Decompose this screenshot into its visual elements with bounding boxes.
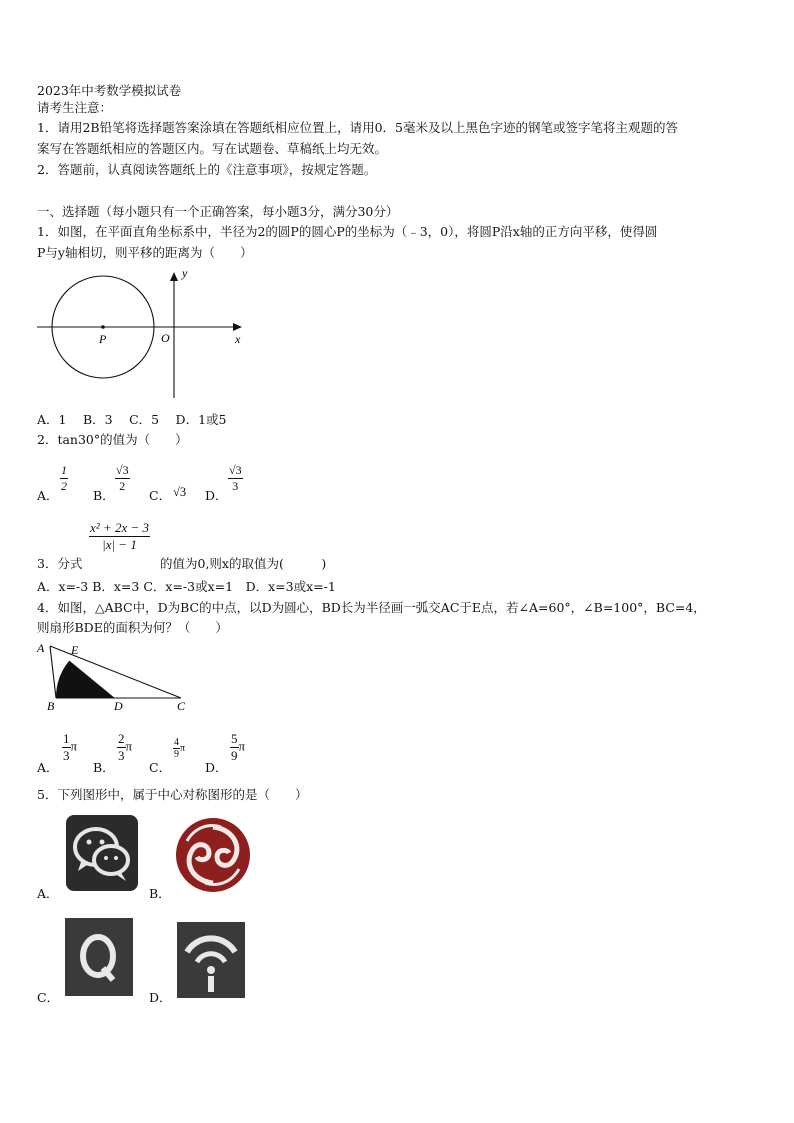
center-point	[101, 325, 105, 329]
q1-figure	[35, 265, 255, 405]
q2-frac-b: $\frac{√3}{2}$	[116, 463, 129, 493]
q4-frac-d: $\frac{5}{9}$ π	[231, 731, 246, 763]
q2-frac-a: $\frac{1}{2}$	[61, 463, 67, 493]
label-c: C	[177, 699, 186, 713]
label-p: P	[99, 332, 107, 346]
q2-text: 2．tan30°的值为（ ）	[37, 432, 188, 447]
wifi-logo-icon	[177, 922, 245, 998]
q2-option-d: D．	[205, 488, 228, 503]
q4-frac-a: $\frac{1}{3}$ π	[63, 731, 78, 763]
q4-frac-c: $\frac{4}{9}$ π	[174, 737, 186, 760]
exam-title: 2023年中考数学模拟试卷	[37, 83, 182, 98]
q3-fraction: $\frac{\text{x² + 2x − 3}}{|x| - 1}$	[90, 520, 149, 552]
q4-text-a: 4．如图，△ABC中，D为BC的中点，以D为圆心，BD长为半径画一弧交AC于E点，若∠A=60°，∠B=100°，BC=4，	[37, 600, 706, 615]
label-e: E	[71, 643, 79, 657]
q5-option-b: B．	[149, 886, 171, 901]
q4-figure	[35, 640, 205, 715]
q1-options: A．1 B．3 C．5 D．1或5	[37, 412, 227, 427]
q1-text-a: 1．如图，在平面直角坐标系中，半径为2的圆P的圆心P的坐标为（﹣3，0），将圆P沿x轴的正方向平移，使得圆	[37, 224, 658, 239]
section-heading: 一、选择题（每小题只有一个正确答案，每小题3分，满分30分）	[37, 204, 399, 219]
label-b: B	[47, 699, 55, 713]
q2-frac-d: $\frac{√3}{3}$	[229, 463, 242, 493]
q4-text-b: 则扇形BDE的面积为何？（ ）	[37, 620, 228, 635]
sector-bde	[56, 661, 114, 698]
notice-1b: 案写在答题纸相应的答题区内。写在试题卷、草稿纸上均无效。	[37, 141, 388, 156]
q5-option-c: C．	[37, 990, 60, 1005]
q4-option-a: A．	[37, 760, 59, 775]
label-y: y	[182, 266, 188, 280]
q3-prefix: 3．分式	[37, 556, 83, 571]
x-axis-arrow	[233, 323, 242, 331]
q2-option-c: C．	[149, 488, 172, 503]
spiral-logo-icon	[173, 815, 253, 895]
notice-1a: 1．请用2B铅笔将选择题答案涂填在答题纸相应位置上，请用0．5毫米及以上黑色字迹的钢笔或签字笔将主观题的答	[37, 120, 678, 135]
q5-option-a: A．	[37, 886, 59, 901]
q4-option-b: B．	[93, 760, 115, 775]
q2-value-c: √3	[173, 485, 187, 499]
q1-text-b: P与y轴相切，则平移的距离为（ ）	[37, 245, 253, 260]
label-d: D	[114, 699, 123, 713]
side-ab	[50, 646, 56, 698]
q-logo-icon	[65, 918, 133, 996]
q4-option-d: D．	[205, 760, 228, 775]
label-x: x	[235, 332, 241, 346]
label-o: O	[161, 331, 170, 345]
wechat-logo-icon	[66, 815, 138, 891]
q5-option-d: D．	[149, 990, 172, 1005]
q2-option-b: B．	[93, 488, 115, 503]
q2-option-a: A．	[37, 488, 59, 503]
notice-2: 2．答题前，认真阅读答题纸上的《注意事项》，按规定答题。	[37, 162, 377, 177]
q4-option-c: C．	[149, 760, 172, 775]
q4-frac-b: $\frac{2}{3}$ π	[118, 731, 133, 763]
y-axis-arrow	[170, 272, 178, 281]
q5-text: 5．下列图形中，属于中心对称图形的是（ ）	[37, 787, 308, 802]
q3-suffix: 的值为0,则x的取值为( )	[160, 556, 327, 571]
notice-heading: 请考生注意：	[37, 100, 113, 115]
label-a: A	[37, 641, 45, 655]
q3-options: A．x=-3 B．x=3 C．x=-3或x=1 D．x=3或x=-1	[37, 579, 336, 594]
